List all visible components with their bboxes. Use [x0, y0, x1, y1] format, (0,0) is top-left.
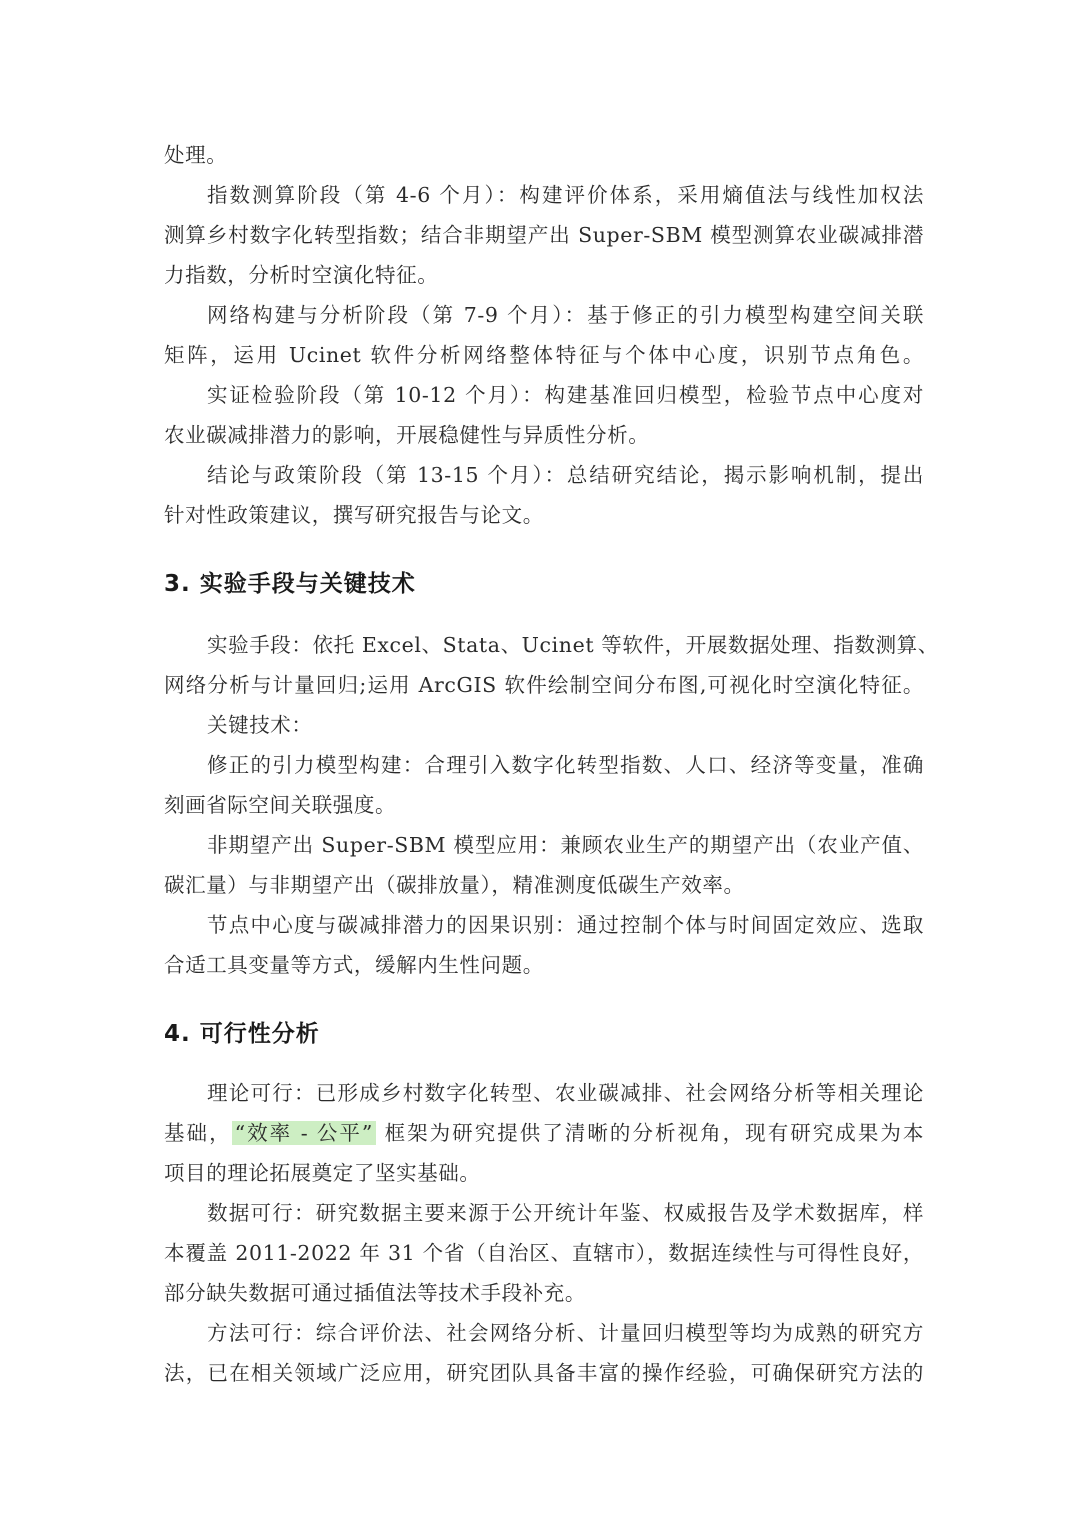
text-line: 网络构建与分析阶段（第 7-9 个月）：基于修正的引力模型构建空间关联: [207, 303, 924, 327]
text-line: 理论可行：已形成乡村数字化转型、农业碳减排、社会网络分析等相关理论: [207, 1081, 924, 1105]
section-heading-3: 3. 实验手段与关键技术: [164, 571, 416, 597]
text-line: [164, 1118, 924, 1148]
text-line: 针对性政策建议，撰写研究报告与论文。: [164, 503, 544, 527]
text-line: 数据可行：研究数据主要来源于公开统计年鉴、权威报告及学术数据库，样: [207, 1201, 924, 1225]
text-line: 刻画省际空间关联强度。: [164, 793, 397, 817]
text-line: 法，已在相关领域广泛应用，研究团队具备丰富的操作经验，可确保研究方法的: [164, 1361, 924, 1385]
text-line: 网络分析与计量回归;运用 ArcGIS 软件绘制空间分布图,可视化时空演化特征。: [164, 673, 924, 697]
text-line: 力指数，分析时空演化特征。: [164, 263, 439, 287]
text-line: 结论与政策阶段（第 13-15 个月）：总结研究结论，揭示影响机制，提出: [207, 463, 924, 487]
text-line: 节点中心度与碳减排潜力的因果识别：通过控制个体与时间固定效应、选取: [207, 913, 924, 937]
text-line: 指数测算阶段（第 4-6 个月）：构建评价体系，采用熵值法与线性加权法: [207, 183, 924, 207]
text-line: 部分缺失数据可通过插值法等技术手段补充。: [164, 1281, 586, 1305]
text-segment: 基础，: [164, 1121, 232, 1145]
text-line: 本覆盖 2011-2022 年 31 个省（自治区、直辖市），数据连续性与可得性良好，: [164, 1241, 924, 1265]
text-line: 修正的引力模型构建：合理引入数字化转型指数、人口、经济等变量，准确: [207, 753, 924, 777]
text-line: 处理。: [164, 143, 228, 167]
text-line: 项目的理论拓展奠定了坚实基础。: [164, 1161, 481, 1185]
text-line: 测算乡村数字化转型指数；结合非期望产出 Super-SBM 模型测算农业碳减排潜: [164, 223, 924, 247]
text-line: 方法可行：综合评价法、社会网络分析、计量回归模型等均为成熟的研究方: [207, 1321, 924, 1345]
text-line: 关键技术：: [207, 713, 313, 737]
text-line: 矩阵，运用 Ucinet 软件分析网络整体特征与个体中心度，识别节点角色。: [164, 343, 924, 367]
section-heading-4: 4. 可行性分析: [164, 1021, 320, 1047]
highlighted-phrase: “效率 - 公平”: [232, 1121, 376, 1145]
text-segment: 框架为研究提供了清晰的分析视角，现有研究成果为本: [376, 1121, 925, 1145]
text-line: 非期望产出 Super-SBM 模型应用：兼顾农业生产的期望产出（农业产值、: [207, 833, 924, 857]
text-line: 实证检验阶段（第 10-12 个月）：构建基准回归模型，检验节点中心度对: [207, 383, 924, 407]
text-line: 实验手段：依托 Excel、Stata、Ucinet 等软件，开展数据处理、指数测算、: [207, 633, 939, 657]
text-line: 碳汇量）与非期望产出（碳排放量），精准测度低碳生产效率。: [164, 873, 745, 897]
text-line: 农业碳减排潜力的影响，开展稳健性与异质性分析。: [164, 423, 650, 447]
text-line: 合适工具变量等方式，缓解内生性问题。: [164, 953, 544, 977]
